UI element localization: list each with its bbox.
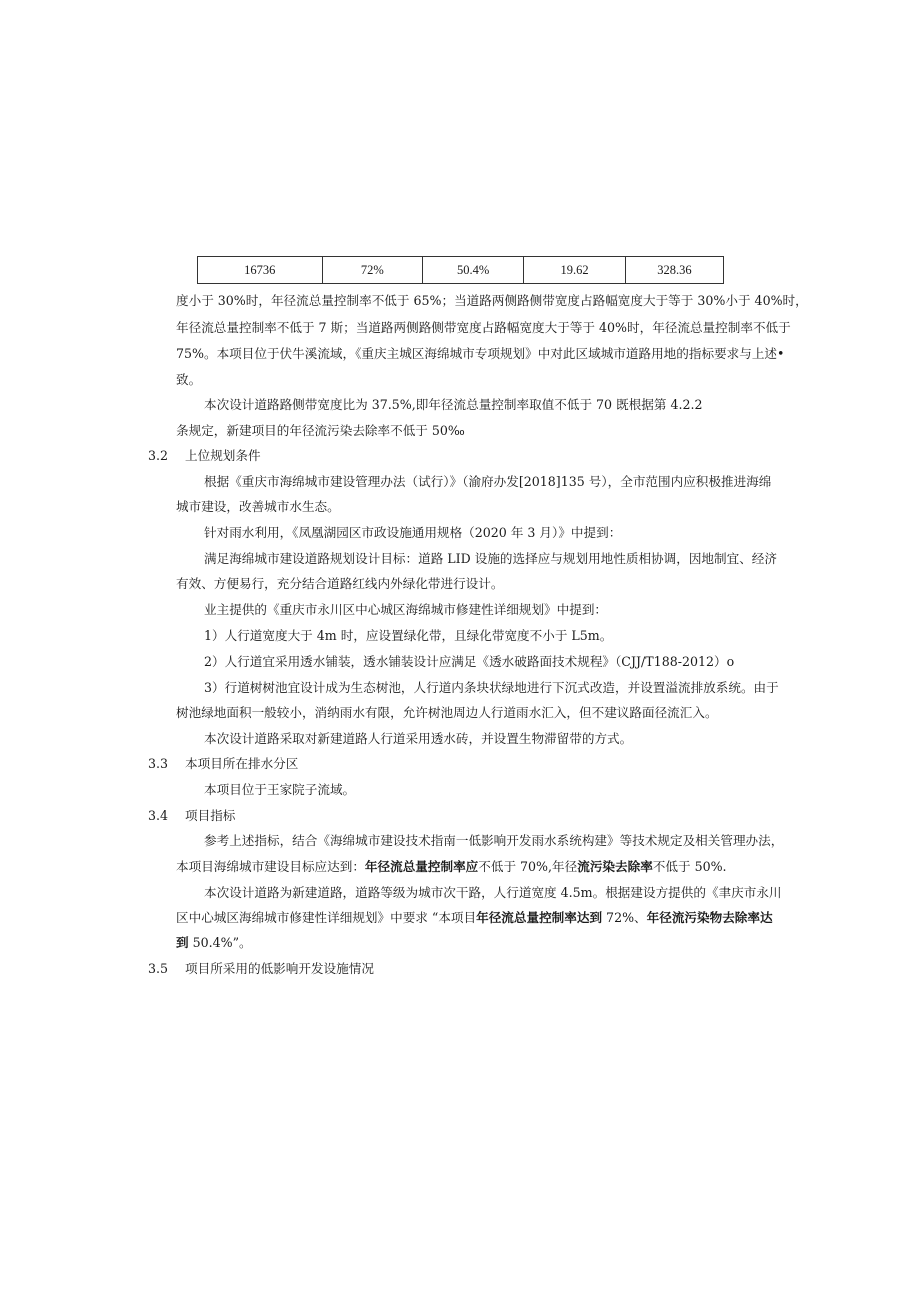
text-run: 不低于 50%. [652, 859, 727, 874]
emphasis-text: 年径流总量控制率达到 [476, 910, 603, 925]
paragraph-line: 条规定，新建项目的年径流污染去除率不低于 50‰ [176, 423, 465, 438]
table-cell: 16736 [198, 257, 323, 284]
paragraph-line [176, 859, 776, 875]
text-run: 50.4%”。 [188, 935, 252, 950]
paragraph-line: 有效、方便易行，充分结合道路红线内外绿化带进行设计。 [176, 576, 504, 591]
paragraph-line: 根据《重庆市海绵城市建设管理办法（试行）》（渝府办发[2018]135 号），全市范围内应积极推进海绵 [204, 474, 772, 489]
list-item-continuation: 树池绿地面积一般较小，消纳雨水有限，允许树池周边人行道雨水汇入，但不建议路面径流汇入。 [176, 705, 718, 720]
emphasis-text: 流污染去除率 [577, 859, 653, 874]
section-number: 3.5 [148, 961, 169, 976]
section-number: 3.4 [148, 808, 169, 823]
table-row [198, 257, 724, 284]
paragraph-line: 本项目位于王家院子流域。 [204, 782, 356, 797]
paragraph-line: 参考上述指标，结合《海绵城市建设技术指南一低影响开发雨水系统构建》等技术规定及相关管理办法， [204, 833, 784, 848]
list-item: 3）行道树树池宜设计成为生态树池，人行道内条块状绿地进行下沉式改造，并设置溢流排放系统。由于 [204, 680, 779, 695]
paragraph-line: 满足海绵城市建设道路规划设计目标：道路 LID 设施的选择应与规划用地性质相协调，因地制宜、经济 [204, 551, 777, 566]
section-number: 3.3 [148, 756, 169, 771]
paragraph-line: 针对雨水利用，《凤凰湖园区市政设施通用规格（2020 年 3 月）》中提到： [204, 525, 622, 540]
list-item: 2）人行道宜采用透水铺装，透水铺装设计应满足《透水破路面技术规程》（CJJ/T188-2012）o [204, 654, 735, 669]
paragraph-line: 本次设计道路采取对新建道路人行道采用透水砖，并设置生物滞留带的方式。 [204, 731, 633, 746]
table-cell: 328.36 [625, 257, 723, 284]
section-title: 本项目所在排水分区 [185, 756, 299, 771]
paragraph-line: 城市建设，改善城市水生态。 [176, 499, 340, 514]
section-title: 项目指标 [185, 808, 236, 823]
section-title: 上位规划条件 [185, 448, 261, 463]
paragraph-line [176, 935, 776, 951]
list-item: 1）人行道宽度大于 4m 时，应设置绿化带，且绿化带宽度不小于 L5m。 [204, 628, 613, 643]
text-run: 本项目海绵城市建设目标应达到： [176, 859, 365, 874]
text-run: 区中心城区海绵城市修建性详细规划》中要求 “本项目 [176, 910, 477, 925]
section-number: 3.2 [148, 448, 169, 463]
table-cell: 19.62 [524, 257, 626, 284]
text-run: 72%、 [602, 910, 647, 925]
data-table [197, 256, 724, 284]
paragraph-line: 75%。本项目位于伏牛溪流域，《重庆主城区海绵城市专项规划》中对此区域城市道路用地的指标要求与上述• [176, 346, 785, 361]
emphasis-text: 年径流总量控制率应 [364, 859, 479, 874]
paragraph-line: 业主提供的《重庆市永川区中心城区海绵城市修建性详细规划》中提到： [204, 602, 607, 617]
paragraph-line: 本次设计道路路侧带宽度比为 37.5%,即年径流总量控制率取值不低于 70 既根据第 4.2.2 [204, 397, 703, 412]
emphasis-text: 到 [176, 935, 189, 950]
paragraph-line: 致。 [176, 372, 202, 387]
text-run: 不低于 70%,年径 [478, 859, 578, 874]
table-cell: 50.4% [423, 257, 524, 284]
emphasis-text: 年径流污染物去除率达 [646, 910, 773, 925]
paragraph-line: 年径流总量控制率不低于 7 斯；当道路两侧路侧带宽度占路幅宽度大于等于 40%时，年径流总量控制率不低于 [176, 320, 791, 335]
paragraph-line: 本次设计道路为新建道路，道路等级为城市次干路，人行道宽度 4.5m。根据建设方提供的《聿庆市永川 [204, 885, 782, 900]
paragraph-line [176, 910, 776, 926]
section-title: 项目所采用的低影响开发设施情况 [185, 961, 374, 976]
table-cell: 72% [322, 257, 423, 284]
paragraph-line: 度小于 30%时，年径流总量控制率不低于 65%；当道路两侧路侧带宽度占路幅宽度大于等于 30%小于 40%时， [176, 293, 808, 308]
